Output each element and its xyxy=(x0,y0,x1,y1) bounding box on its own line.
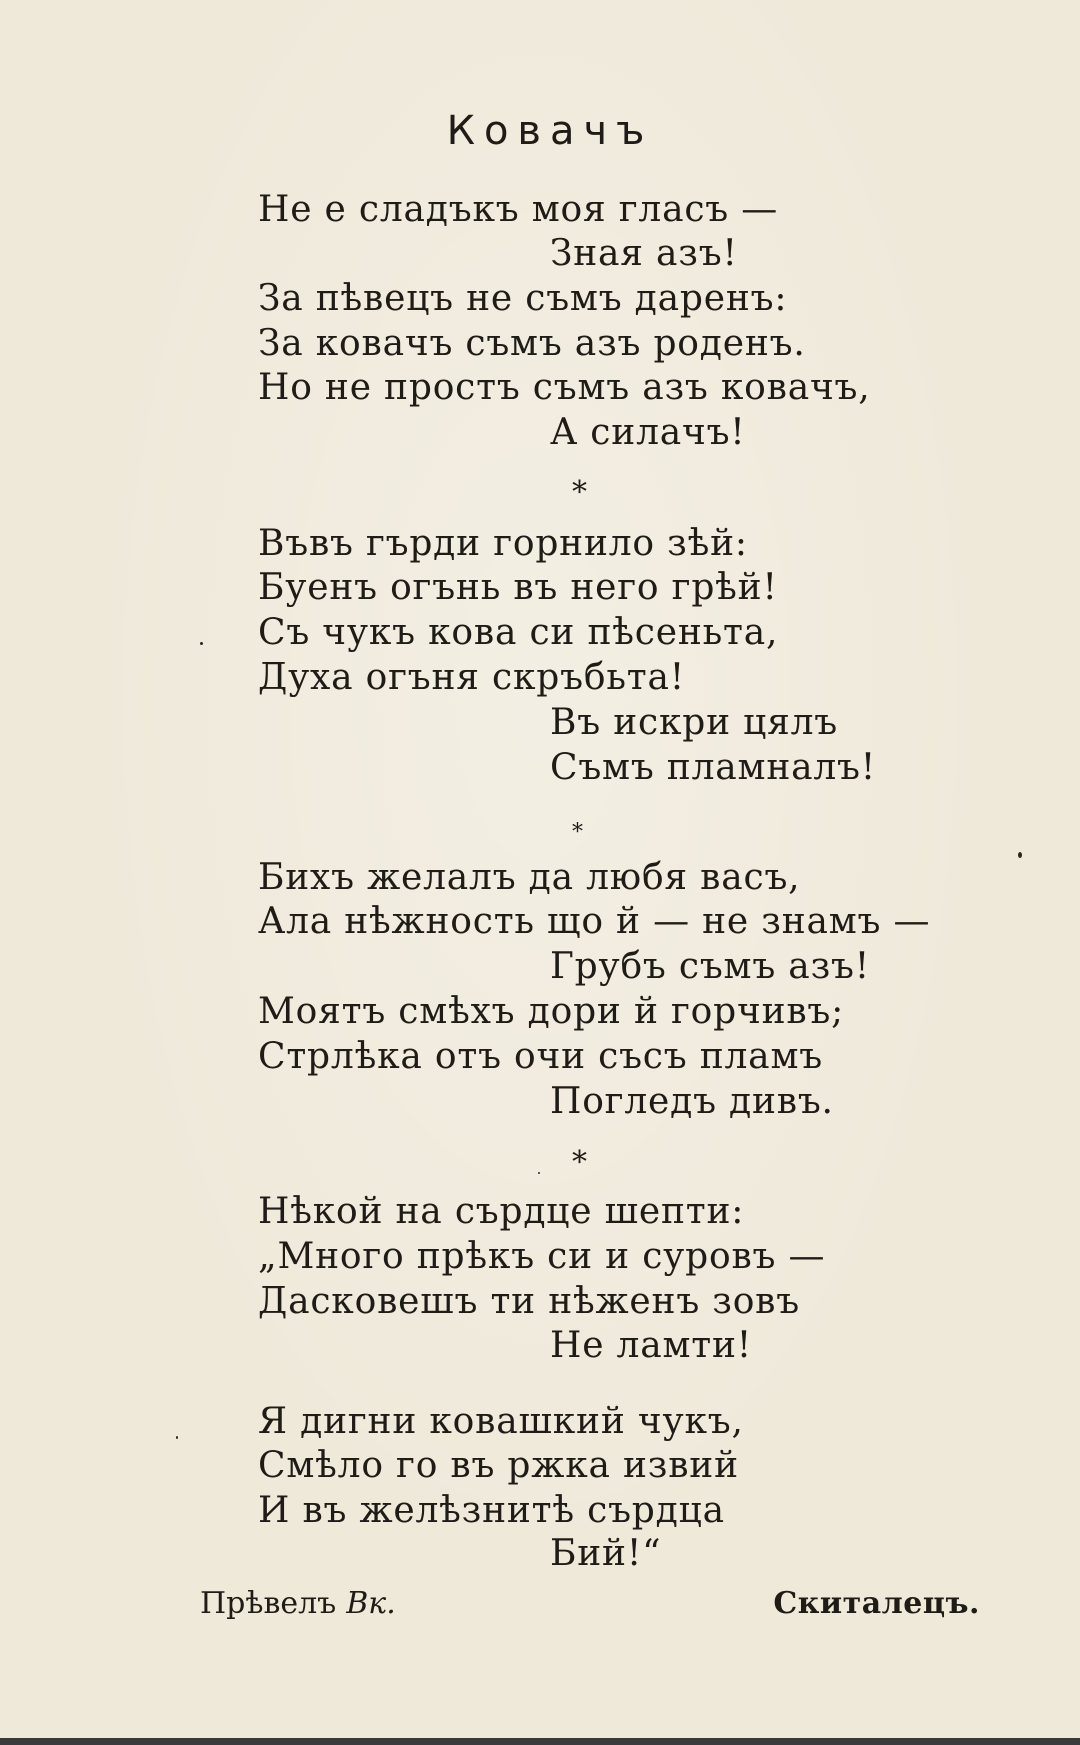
poem-line: За пѣвецъ не съмъ даренъ: xyxy=(258,278,788,319)
poem-line: Бихъ желалъ да любя васъ, xyxy=(258,857,801,898)
poem-line: Не е сладъкъ моя гласъ — xyxy=(258,189,779,230)
poem-line: За ковачъ съмъ азъ роденъ. xyxy=(258,323,806,364)
poem-line: Въвъ гърди горнило зѣй: xyxy=(258,523,748,564)
poem-line: Ала нѣжность що й — не знамъ — xyxy=(258,901,931,942)
author-signature: Скиталецъ. xyxy=(773,1586,980,1621)
paper-speck xyxy=(1018,852,1022,858)
poem-line: Нѣкой на сърдце шепти: xyxy=(258,1191,745,1232)
poem-line: Не ламти! xyxy=(550,1325,753,1366)
poem-line: Смѣло го въ ржка извий xyxy=(258,1445,739,1486)
stanza-separator: * xyxy=(572,820,583,845)
poem-line: Зная азъ! xyxy=(550,233,738,274)
poem-line: Но не простъ съмъ азъ ковачъ, xyxy=(258,367,871,408)
stanza-separator: * xyxy=(572,1145,587,1180)
poem-line: А силачъ! xyxy=(550,412,746,453)
poem-line: Дасковешъ ти нѣженъ зовъ xyxy=(258,1281,800,1322)
poem-line: Я дигни ковашкий чукъ, xyxy=(258,1401,744,1442)
translator-label: Прѣвелъ xyxy=(200,1586,337,1621)
translator-credit xyxy=(200,1584,396,1624)
poem-line: Моятъ смѣхъ дори й горчивъ; xyxy=(258,991,845,1032)
poem-line: Погледъ дивъ. xyxy=(550,1081,834,1122)
poem-line: Духа огъня скръбьта! xyxy=(258,657,685,698)
poem-line: „Много прѣкъ си и суровъ — xyxy=(258,1236,826,1277)
translator-name: Вк. xyxy=(346,1586,396,1621)
paper-speck xyxy=(200,642,203,645)
poem-line: Буенъ огънь въ него грѣй! xyxy=(258,567,778,608)
poem-title: Ковачъ xyxy=(446,108,654,154)
paper-speck xyxy=(176,1436,178,1439)
poem-line: Съмъ пламналъ! xyxy=(550,747,877,788)
poem-line: Бий!“ xyxy=(550,1533,662,1574)
stanza-separator: * xyxy=(572,475,587,510)
page-bottom-edge xyxy=(0,1738,1080,1745)
paper-speck xyxy=(538,1172,540,1174)
poem-line: И въ желѣзнитѣ сърдца xyxy=(258,1490,725,1531)
poem-line: Стрлѣка отъ очи съсъ пламъ xyxy=(258,1036,823,1077)
poem-line: Съ чукъ кова си пѣсеньта, xyxy=(258,612,779,653)
poem-line: Грубъ съмъ азъ! xyxy=(550,946,870,987)
poem-line: Въ искри цялъ xyxy=(550,702,838,743)
